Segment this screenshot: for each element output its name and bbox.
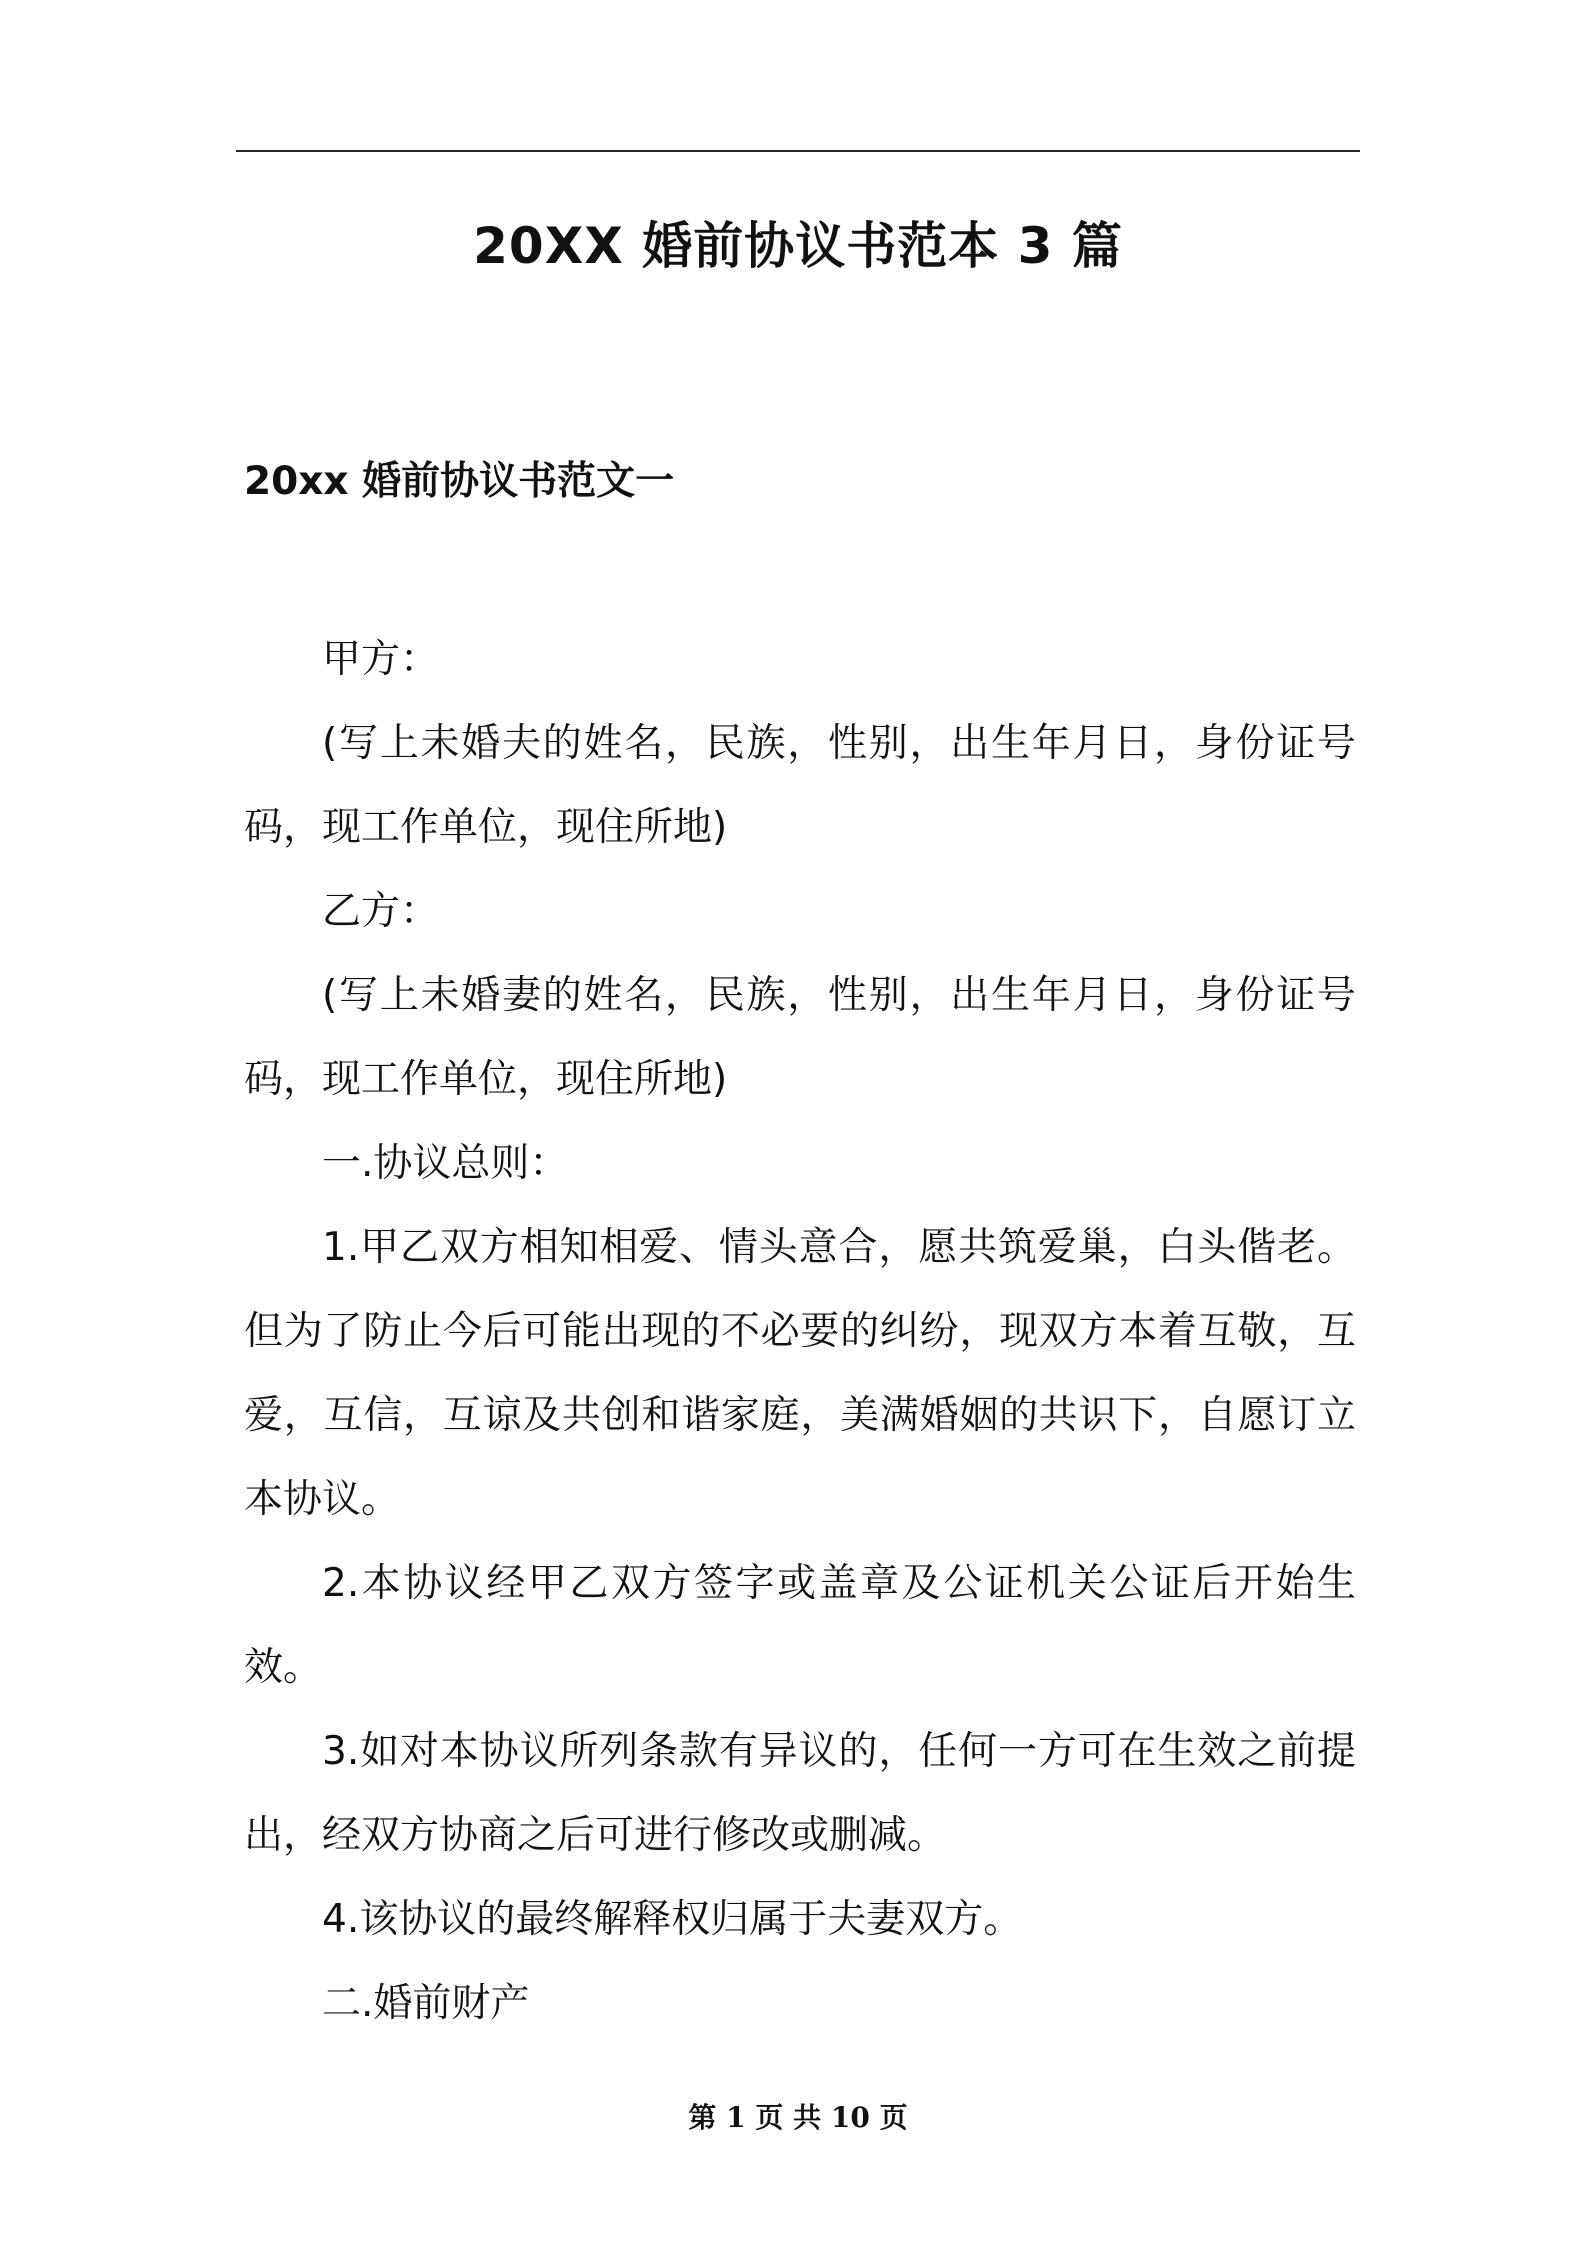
- premarital-property-heading: 二.婚前财产: [322, 1981, 530, 2026]
- section-heading: 20xx 婚前协议书范文一: [244, 459, 675, 504]
- document-body: [244, 618, 1356, 2046]
- clause-1: 1.甲乙双方相知相爱、情头意合，愿共筑爱巢，白头偕老。但为了防止今后可能出现的不必要的纠纷，现双方本着互敬，互爱，互信，互谅及共创和谐家庭，美满婚姻的共识下，自愿订立本协议。: [244, 1225, 1356, 1522]
- clause-2: 2.本协议经甲乙双方签字或盖章及公证机关公证后开始生效。: [244, 1561, 1356, 1690]
- page-number: 第 1 页 共 10 页: [688, 2101, 908, 2134]
- header-rule: [236, 150, 1360, 152]
- clause-4: 4.该协议的最终解释权归属于夫妻双方。: [322, 1897, 1023, 1942]
- general-provisions-heading: 一.协议总则：: [322, 1141, 569, 1186]
- party-a-label: 甲方：: [322, 637, 440, 682]
- party-b-details: (写上未婚妻的姓名，民族，性别，出生年月日，身份证号码，现工作单位，现住所地): [244, 973, 1356, 1102]
- party-b-label: 乙方：: [322, 889, 440, 934]
- party-a-details: (写上未婚夫的姓名，民族，性别，出生年月日，身份证号码，现工作单位，现住所地): [244, 721, 1356, 850]
- document-title: 20XX 婚前协议书范本 3 篇: [473, 217, 1123, 275]
- clause-3: 3.如对本协议所列条款有异议的，任何一方可在生效之前提出，经双方协商之后可进行修改或删减。: [244, 1729, 1356, 1858]
